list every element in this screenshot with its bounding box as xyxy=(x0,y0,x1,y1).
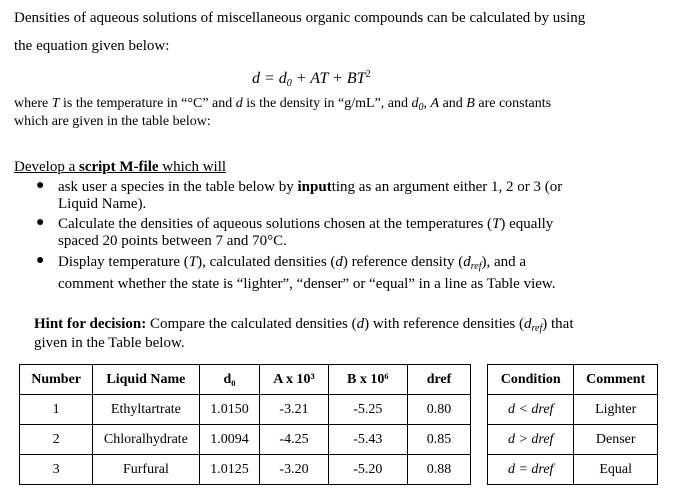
cell-d0: 1.0094 xyxy=(199,425,260,455)
table-row xyxy=(20,395,471,425)
header-comment: Comment xyxy=(574,365,658,395)
cell-b: -5.20 xyxy=(328,455,407,485)
header-liquid-name: Liquid Name xyxy=(93,365,199,395)
intro-line-1: Densities of aqueous solutions of miscellaneous organic compounds can be calculated by using xyxy=(14,10,586,26)
cell-dref: 0.85 xyxy=(408,425,471,455)
table-row xyxy=(488,425,658,455)
hint-line-1: Hint for decision: Compare the calculated densities (d) with reference densities $(d_{ref})$ that xyxy=(34,316,574,334)
cell-dref: 0.80 xyxy=(408,395,471,425)
bullet-2-line-2: spaced 20 points between 7 and 70°C. xyxy=(58,233,287,249)
table-row xyxy=(488,395,658,425)
cell-comment: Lighter xyxy=(574,395,658,425)
bullet-1-line-1: ask user a species in the table below by inputting as an argument either 1, 2 or 3 (or xyxy=(58,179,563,195)
cell-d0: 1.0125 xyxy=(199,455,260,485)
bullet-icon: ● xyxy=(36,215,45,230)
where-line: where T is the temperature in “°C” and d is the density in “g/mL”, and $d_0$, A and B are constants xyxy=(14,96,552,113)
intro-line-2: the equation given below: xyxy=(14,38,170,54)
cell-condition: d = dref xyxy=(488,455,574,485)
cell-a: -3.20 xyxy=(260,455,328,485)
cell-a: -3.21 xyxy=(260,395,328,425)
cell-number: 1 xyxy=(20,395,93,425)
table-row xyxy=(488,455,658,485)
cell-a: -4.25 xyxy=(260,425,328,455)
header-a: A x 10³ xyxy=(260,365,328,395)
bullet-3-line-1: Display temperature (T), calculated densities (d) reference density $(d_{ref})$, and a xyxy=(58,254,527,272)
intro-line-4: which are given in the table below: xyxy=(14,114,211,129)
header-condition: Condition xyxy=(488,365,574,395)
bullet-icon: ● xyxy=(36,178,45,193)
cell-liquid-name: Chloralhydrate xyxy=(93,425,199,455)
hint-line-2: given in the Table below. xyxy=(34,335,185,351)
cell-comment: Denser xyxy=(574,425,658,455)
density-equation: $d = d_0$ + AT + $BT^2$ xyxy=(252,69,371,89)
cell-d0: 1.0150 xyxy=(199,395,260,425)
cell-condition: d < dref xyxy=(488,395,574,425)
cell-dref: 0.88 xyxy=(408,455,471,485)
bullet-1-line-2: Liquid Name). xyxy=(58,196,147,212)
header-d0: d₀ xyxy=(199,365,260,395)
cell-liquid-name: Furfural xyxy=(93,455,199,485)
bullet-icon: ● xyxy=(36,253,45,268)
table-header-row xyxy=(20,365,471,395)
condition-header-row xyxy=(488,365,658,395)
cell-liquid-name: Ethyltartrate xyxy=(93,395,199,425)
cell-b: -5.25 xyxy=(328,395,407,425)
cell-condition: d > dref xyxy=(488,425,574,455)
header-dref: dref xyxy=(408,365,471,395)
header-number: Number xyxy=(20,365,93,395)
constants-table xyxy=(19,364,471,485)
cell-number: 2 xyxy=(20,425,93,455)
table-row xyxy=(20,455,471,485)
bullet-2-line-1: Calculate the densities of aqueous solutions chosen at the temperatures (T) equally xyxy=(58,216,554,232)
cell-number: 3 xyxy=(20,455,93,485)
table-row xyxy=(20,425,471,455)
cell-comment: Equal xyxy=(574,455,658,485)
cell-b: -5.43 xyxy=(328,425,407,455)
bullet-3-line-2: comment whether the state is “lighter”, “denser” or “equal” in a line as Table view. xyxy=(58,276,556,292)
header-b: B x 10⁶ xyxy=(328,365,407,395)
condition-table xyxy=(487,364,658,485)
develop-heading: Develop a script M-file which will xyxy=(14,159,227,175)
